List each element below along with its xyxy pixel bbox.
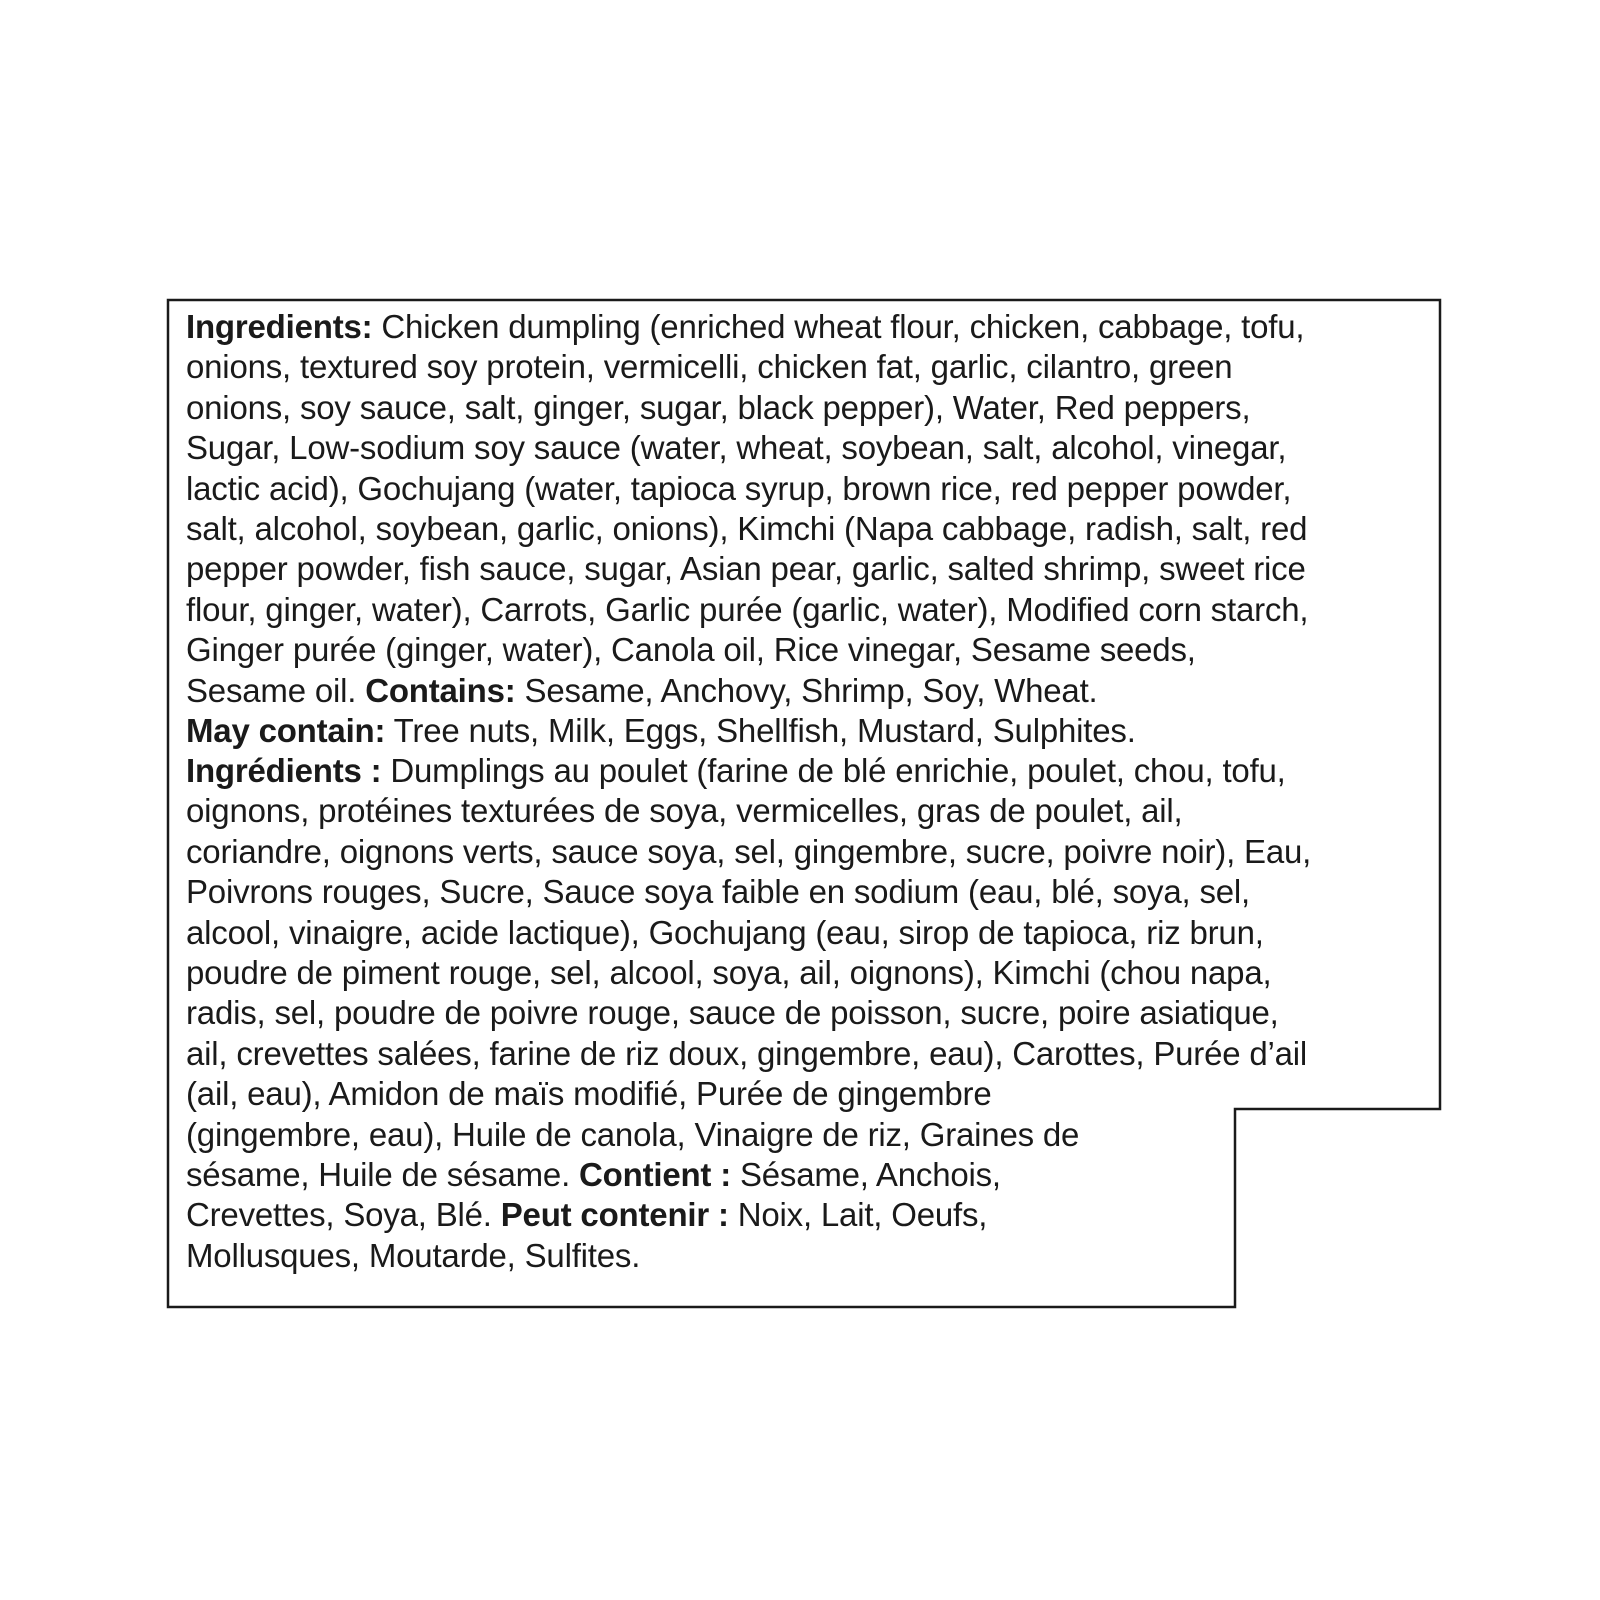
ingredient-text: oignons, protéines texturées de soya, vermicelles, gras de poulet, ail,: [186, 792, 1183, 830]
french-line: [186, 1115, 1311, 1155]
ingredient-text: Chicken dumpling (enriched wheat flour, chicken, cabbage, tofu,: [372, 308, 1305, 345]
french-line: [186, 872, 1311, 912]
ingredient-text: Mollusques, Moutarde, Sulfites.: [186, 1236, 641, 1274]
ingredient-text: Sesame oil.: [186, 671, 366, 709]
english-line: [186, 711, 1308, 751]
french-line: [186, 1074, 1311, 1114]
french-line: [186, 832, 1311, 872]
english-line: [186, 307, 1308, 347]
english-line: [186, 630, 1308, 670]
french-line: [186, 1155, 1311, 1195]
ingredient-text: sésame, Huile de sésame.: [186, 1155, 580, 1193]
bold-heading: Ingredients:: [186, 308, 373, 345]
bold-heading: Ingrédients :: [186, 752, 382, 789]
ingredient-text: poudre de piment rouge, sel, alcool, soya, ail, oignons), Kimchi (chou napa,: [186, 953, 1272, 991]
ingredient-text: salt, alcohol, soybean, garlic, onions), Kimchi (Napa cabbage, radish, salt, red: [186, 509, 1308, 547]
ingredient-text: (gingembre, eau), Huile de canola, Vinaigre de riz, Graines de: [186, 1115, 1080, 1153]
ingredient-text: Sesame, Anchovy, Shrimp, Soy, Wheat.: [515, 671, 1098, 709]
french-line: [186, 751, 1311, 791]
bold-heading: Contient :: [579, 1155, 731, 1193]
french-line: [186, 1034, 1311, 1074]
english-line: [186, 428, 1308, 468]
french-line: [186, 953, 1311, 993]
ingredient-text: alcool, vinaigre, acide lactique), Gochujang (eau, sirop de tapioca, riz brun,: [186, 913, 1264, 951]
french-line: [186, 791, 1311, 831]
ingredient-text: flour, ginger, water), Carrots, Garlic purée (garlic, water), Modified corn starch,: [186, 590, 1309, 628]
ingredient-text: onions, textured soy protein, vermicelli, chicken fat, garlic, cilantro, green: [186, 348, 1233, 386]
ingredient-text: Sugar, Low-sodium soy sauce (water, wheat, soybean, salt, alcohol, vinegar,: [186, 429, 1287, 467]
bold-heading: May contain:: [186, 711, 386, 749]
french-line: [186, 993, 1311, 1033]
ingredient-text: lactic acid), Gochujang (water, tapioca syrup, brown rice, red pepper powder,: [186, 469, 1292, 507]
ingredient-text: (ail, eau), Amidon de maïs modifié, Purée de gingembre: [186, 1075, 992, 1113]
english-line: [186, 671, 1308, 711]
english-line: [186, 549, 1308, 589]
french-line: [186, 1195, 1311, 1235]
ingredient-text: coriandre, oignons verts, sauce soya, sel, gingembre, sucre, poivre noir), Eau,: [186, 832, 1312, 870]
ingredient-text: Noix, Lait, Oeufs,: [728, 1196, 988, 1234]
english-line: [186, 347, 1308, 387]
ingredient-text: Sésame, Anchois,: [730, 1155, 1001, 1193]
bold-heading: Peut contenir :: [500, 1196, 729, 1234]
ingredients-french: [186, 751, 1311, 1276]
ingredient-text: Tree nuts, Milk, Eggs, Shellfish, Mustard, Sulphites.: [385, 711, 1136, 749]
ingredient-text: Crevettes, Soya, Blé.: [186, 1196, 501, 1234]
ingredient-text: Poivrons rouges, Sucre, Sauce soya faible en sodium (eau, blé, soya, sel,: [186, 873, 1250, 911]
ingredient-text: onions, soy sauce, salt, ginger, sugar, black pepper), Water, Red peppers,: [186, 388, 1251, 426]
ingredient-text: radis, sel, poudre de poivre rouge, sauce de poisson, sucre, poire asiatique,: [186, 994, 1279, 1032]
english-line: [186, 509, 1308, 549]
ingredient-text: pepper powder, fish sauce, sugar, Asian pear, garlic, salted shrimp, sweet rice: [186, 550, 1306, 588]
bold-heading: Contains:: [365, 671, 516, 709]
ingredient-text: Dumplings au poulet (farine de blé enrichie, poulet, chou, tofu,: [381, 752, 1286, 789]
french-line: [186, 913, 1311, 953]
english-line: [186, 469, 1308, 509]
french-line: [186, 1236, 1311, 1276]
ingredients-english: [186, 307, 1308, 751]
english-line: [186, 388, 1308, 428]
ingredient-text: Ginger purée (ginger, water), Canola oil, Rice vinegar, Sesame seeds,: [186, 631, 1196, 669]
english-line: [186, 590, 1308, 630]
ingredient-text: ail, crevettes salées, farine de riz doux, gingembre, eau), Carottes, Purée d’ail: [186, 1034, 1308, 1072]
